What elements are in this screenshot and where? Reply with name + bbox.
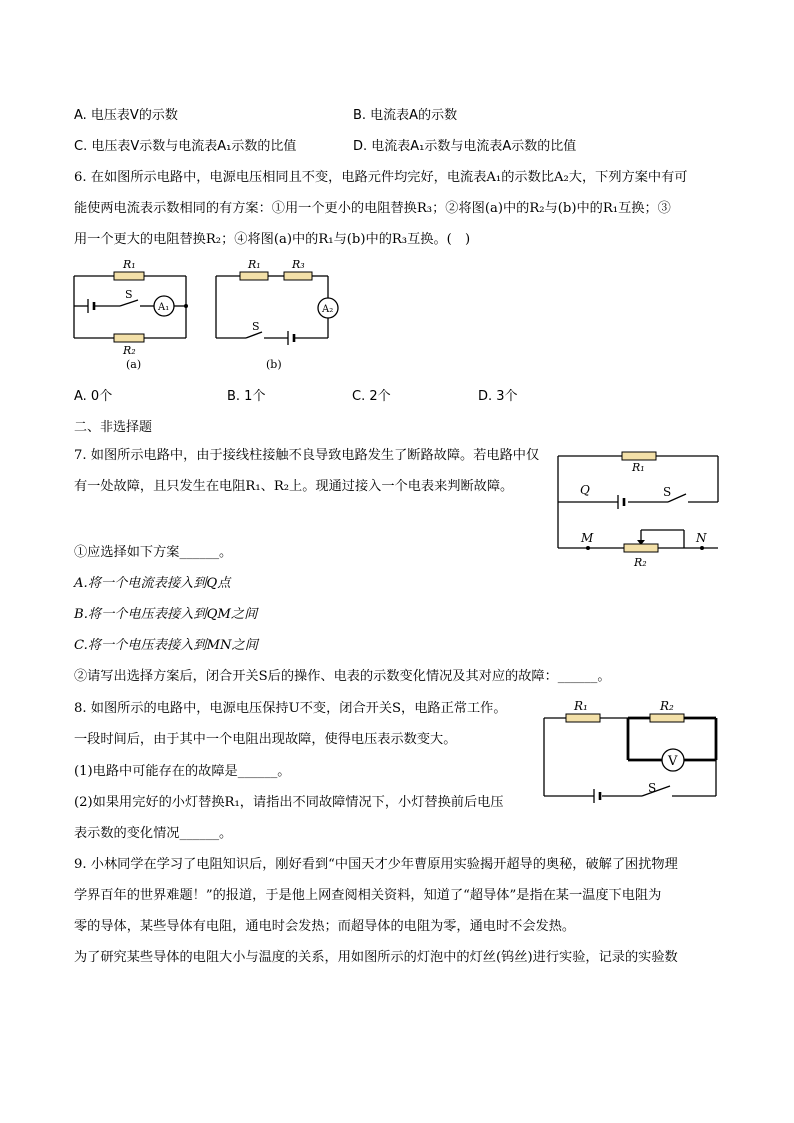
q6-option-a: A. 0个 <box>74 389 113 404</box>
q6-option-c: C. 2个 <box>352 389 391 404</box>
q8-fig-voltmeter-label: V <box>668 754 678 769</box>
q7-fig-m-label: M <box>581 531 594 545</box>
q9-stem-line1: 9. 小林同学在学习了电阻知识后，刚好看到“中国天才少年曹原用实验揭开超导的奥秘，破解了困扰物理 <box>74 857 678 872</box>
q7-fig-n-label: N <box>696 531 707 545</box>
q8-sub2-line2: 表示数的变化情况______。 <box>74 826 233 841</box>
q8-fig-r1-label: R₁ <box>574 699 588 713</box>
q6-stem-line1: 6. 在如图所示电路中，电源电压相同且不变，电路元件均完好，电流表A₁的示数比A₂大，下列方案中有可 <box>74 170 688 185</box>
q7-figure <box>552 444 724 572</box>
fig-b-r3-label: R₃ <box>292 258 305 271</box>
fig-b-caption: (b) <box>266 358 282 371</box>
q8-stem-line1: 8. 如图所示的电路中，电源电压保持U不变，闭合开关S，电路正常工作。 <box>74 701 507 716</box>
q6-stem-line2: 能使两电流表示数相同的有方案：①用一个更小的电阻替换R₃；②将图(a)中的R₂与(b)中的R₁互换；③ <box>74 201 671 216</box>
q9-stem-line4: 为了研究某些导体的电阻大小与温度的关系，用如图所示的灯泡中的灯丝(钨丝)进行实验，记录的实验数 <box>74 950 678 965</box>
q8-fig-r2-label: R₂ <box>660 699 674 713</box>
q7-fig-r1-label: R₁ <box>632 461 645 474</box>
q6-figure-b <box>212 256 347 374</box>
q8-figure <box>538 698 724 810</box>
q7-stem: 7. 如图所示电路中，由于接线柱接触不良导致电路发生了断路故障。若电路中仅有一处故障，且只发生在电阻R₁、R₂上。现通过接入一个电表来判断故障。 <box>74 448 540 494</box>
q8-sub1: (1)电路中可能存在的故障是______。 <box>74 764 291 779</box>
q7-sub1: ①应选择如下方案______。 <box>74 545 233 560</box>
q5-option-d: D. 电流表A₁示数与电流表A示数的比值 <box>353 139 577 154</box>
q7-fig-q-label: Q <box>580 483 590 497</box>
q5-option-b: B. 电流表A的示数 <box>353 108 458 123</box>
fig-a-ammeter-label: A₁ <box>158 302 170 313</box>
q7-sub2: ②请写出选择方案后，闭合开关S后的操作、电表的示数变化情况及其对应的故障：______。 <box>74 669 611 684</box>
q5-option-a: A. 电压表V的示数 <box>74 108 178 123</box>
fig-a-caption: (a) <box>126 358 142 371</box>
q7-option-b: B.将一个电压表接入到QM之间 <box>74 607 258 622</box>
q6-figure-a <box>70 256 195 374</box>
q7-fig-r2-label: R₂ <box>634 556 647 569</box>
q8-sub2-line1: (2)如果用完好的小灯替换R₁，请指出不同故障情况下，小灯替换前后电压 <box>74 795 504 810</box>
q7-option-c: C.将一个电压表接入到MN之间 <box>74 638 258 653</box>
q9-stem-line2: 学界百年的世界难题！”的报道，于是他上网查阅相关资料，知道了“超导体”是指在某一温度下电阻为 <box>74 888 662 903</box>
q9-stem-line3: 零的导体，某些导体有电阻，通电时会发热；而超导体的电阻为零，通电时不会发热。 <box>74 919 576 934</box>
q6-option-b: B. 1个 <box>227 389 266 404</box>
fig-b-r1-label: R₁ <box>248 258 261 271</box>
q7-fig-switch-label: S <box>663 485 672 499</box>
q6-option-d: D. 3个 <box>478 389 518 404</box>
q6-stem-line3: 用一个更大的电阻替换R₂；④将图(a)中的R₁与(b)中的R₃互换。( ) <box>74 232 471 247</box>
fig-a-r1-label: R₁ <box>123 258 136 271</box>
section-heading: 二、非选择题 <box>74 420 153 435</box>
fig-a-r2-label: R₂ <box>123 344 136 357</box>
fig-b-ammeter-label: A₂ <box>322 304 334 315</box>
q5-option-c: C. 电压表V示数与电流表A₁示数的比值 <box>74 139 297 154</box>
q8-fig-switch-label: S <box>648 781 657 795</box>
q7-option-a: A.将一个电流表接入到Q点 <box>74 576 231 591</box>
q8-stem-line2: 一段时间后，由于其中一个电阻出现故障，使得电压表示数变大。 <box>74 732 457 747</box>
fig-a-switch-label: S <box>125 288 133 301</box>
fig-b-switch-label: S <box>252 320 260 333</box>
